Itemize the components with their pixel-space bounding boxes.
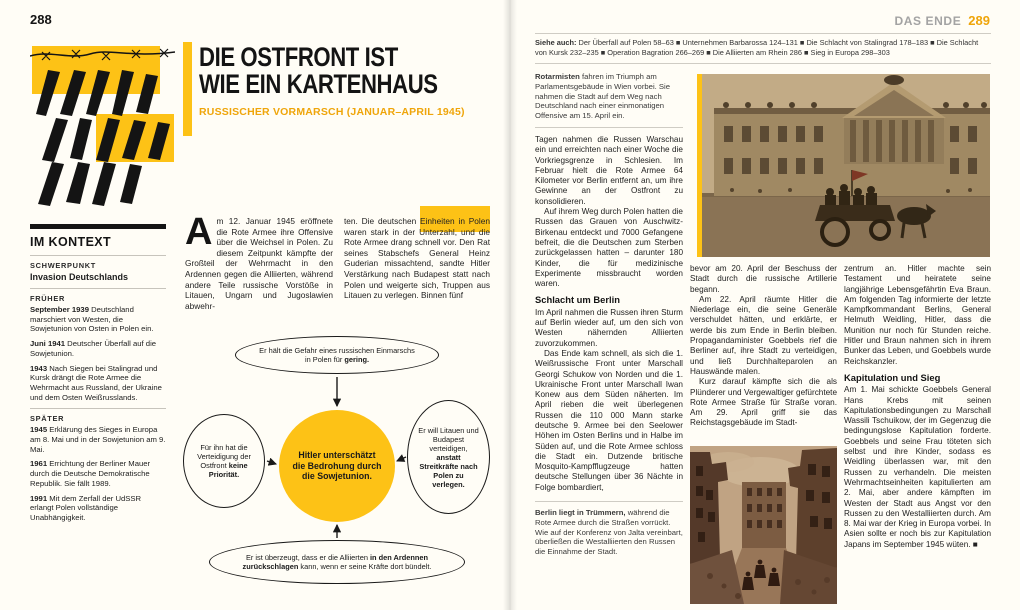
context-item: 1961 Errichtung der Berliner Mauer durch die Deutsche Demokratische Republik. Sie fällt 1989. xyxy=(30,459,151,488)
section-heading-schlacht-um-berlin: Schlacht um Berlin xyxy=(535,294,620,306)
body-paragraph: zentrum an. Hitler machte sein Testament und heiratete seine langjährige Lebensgefährtin Eva Braun. Am folgenden Tag informierte der letzte Kampfkommandant Berlins, General Helmuth Weidling, Hitler, dass die Munition nur noch für Stunden reiche. Hitler und Braun nahmen sich in ihrem Bunker das Leben, und Goebbels wurde Reichskanzler. xyxy=(844,264,991,366)
illustration-graphic xyxy=(30,40,175,210)
body-paragraph: Tagen nahmen die Russen Warschau ein und erreichten nach einer Woche die Vorkriegsgrenze in Schlesien. Im Februar hielt die Rote Armee 64 Kilometer vor Berlin entfernt an, um ihre Gewinne an der Ostfront zu konsolidieren. xyxy=(535,134,683,206)
context-item: 1943 Nach Siegen bei Stalingrad und Kursk drängt die Rote Armee die Wehrmacht aus Russland, der Ukraine und dem Osten Weißrusslands. xyxy=(30,363,162,402)
body-paragraph: Das Ende kam schnell, als sich die 1. Weißrussische Front unter Marschall Georgi Schukow von Norden und die 1. Ukrainische Front unter Marschall Iwan Konew aus dem Süden näherten. Im April rieben die weit überlegenen Russen die 110 000 Mann starke deutsche 9. Armee bei den Seelower Höhen im Osten Berlins und in Halbe im Süden auf, und die Rote Armee schloss die Stadt ein. Dutzende britische Mosquito-Kampfflugzeuge hatten deutsche Stellungen über 36 Nächte in Folge bombardiert, xyxy=(535,348,683,492)
context-later-label: SPÄTER xyxy=(30,414,65,424)
running-header xyxy=(894,12,990,30)
see-also-label: Siehe auch: xyxy=(535,38,577,47)
diagram-bubble-bottom: Er ist überzeugt, dass er die Alliierten in den Ardennen zurückschlagen kann, wenn er seine Kräfte dort bündelt. xyxy=(209,540,465,584)
section-heading-kapitulation-und-sieg: Kapitulation und Sieg xyxy=(844,371,941,383)
see-also-block xyxy=(535,33,991,64)
page-number-right: 289 xyxy=(968,13,990,28)
divider xyxy=(30,255,166,256)
hitler-mindmap-diagram xyxy=(183,336,490,586)
photo2-graphic xyxy=(690,446,837,604)
article-subtitle: RUSSISCHER VORMARSCH (JANUAR–APRIL 1945) xyxy=(199,106,465,118)
diagram-bubble-center: Hitler unterschätzt die Bedrohung durch die Sowjetunion. xyxy=(279,410,395,522)
context-item: 1945 Erklärung des Sieges in Europa am 8. Mai und in der Sowjetunion am 9. Mai. xyxy=(30,425,166,454)
context-focus-label: SCHWERPUNKT xyxy=(30,261,97,270)
context-item: 1991 Mit dem Zerfall der UdSSR erlangt Polen vollständige Unabhängigkeit. xyxy=(30,493,142,522)
body-paragraph: Am 22. April räumte Hitler die Niederlage ein, die seine Generäle verschuldet hätten, und erklärte, er werde bis zum Ende in Berlin bleiben. Propagandaminister Goebbels rief die Berliner auf, ihre Stadt zu verteidigen, und ließ Durchhalteparolen an Hauswände malen. xyxy=(690,294,837,376)
intro-text-1: m 12. Januar 1945 eröffnete die Rote Armee ihre Offensive über die Weichsel in Polen. Zu diesem Zeitpunkt kämpfte der Großteil der Wehrmacht in den Ardennen gegen die Alliierten, während andere Teile russische Vorstöße in Litauen, Ungarn und Jugoslawien abwehr- xyxy=(185,216,333,311)
article-title-line1: DIE OSTFRONT IST xyxy=(199,42,398,72)
photo-red-army-vienna-parliament xyxy=(697,74,990,257)
right-column-1 xyxy=(535,72,683,557)
title-accent-bar xyxy=(183,42,192,136)
context-item: September 1939 Deutschland marschiert von Westen, die Sowjetunion von Osten in Polen ein. xyxy=(30,305,154,334)
context-earlier-label: FRÜHER xyxy=(30,294,65,303)
house-of-cards-illustration xyxy=(30,40,175,210)
context-item: Juni 1941 Deutscher Überfall auf die Sowjetunion. xyxy=(30,339,157,358)
body-paragraph: bevor am 20. April der Beschuss der Stadt durch die russische Artillerie begann. xyxy=(690,264,837,294)
page-fold xyxy=(503,0,517,610)
body-paragraph: Im April nahmen die Russen ihren Sturm auf Berlin wieder auf, um den sich von Westen nähernden Alliierten zuvorzukommen. xyxy=(535,307,683,348)
body-paragraph: Auf ihrem Weg durch Polen hatten die Russen das Grauen von Auschwitz-Birkenau entdeckt und 7000 Gefangene befreit, die die Deutschen zum Sterben zurückgelassen hatten – darunter 180 Kinder, die für medizinische Experimente missbraucht worden waren. xyxy=(535,207,683,289)
diagram-bubble-right: Er will Litauen und Budapest verteidigen, anstatt Streitkräfte nach Polen zu verlegen. xyxy=(407,400,490,514)
right-column-2 xyxy=(690,264,837,429)
photo1-graphic xyxy=(702,74,990,257)
divider xyxy=(30,288,166,289)
drop-cap: A xyxy=(185,211,213,253)
right-column-3 xyxy=(844,264,991,550)
see-also-refs: Der Überfall auf Polen 58–63 ■ Unternehmen Barbarossa 124–131 ■ Die Schlacht von Stalingrad 178–183 ■ Die Schlacht von Kursk 232–235 ■ Operation Bagration 266–269 ■ Die Alliierten am Rhein 286 ■ Sieg in Europa 298–303 xyxy=(535,38,979,57)
intro-column-1 xyxy=(185,211,333,311)
context-top-rule xyxy=(30,224,166,229)
context-box xyxy=(30,224,166,528)
photo2-caption: Berlin liegt in Trümmern, während die Rote Armee durch die Straßen vorrückt. Wie auf der Konferenz von Jalta vereinbart, überließen die Westalliierten den Russen die Einnahme der Stadt. xyxy=(535,501,683,557)
body-paragraph: Kurz darauf kämpfte sich die als Plünderer und Vergewaltiger gefürchtete Rote Armee Straße für Straße voran. Am 29. April griff sie das Reichstagsgebäude im Stadt- xyxy=(690,377,837,428)
photo1-caption: Rotarmisten fahren im Triumph am Parlamentsgebäude in Wien vorbei. Sie nahmen die Stadt auf dem Weg nach Deutschland nach einer einmonatigen Offensive am 15. April ein. xyxy=(535,72,683,128)
intro-column-2: ten. Die deutschen Einheiten in Polen waren stark in der Unterzahl, und die Rote Armee drang schnell vor. Den Rat seines Stabschefs General Heinz Guderian missachtend, sandte Hitler Verstärkung nach Budapest statt nach Polen und weigerte sich, Truppen aus Litauen zu verlegen. Binnen fünf xyxy=(344,216,490,301)
diagram-bubble-top: Er hält die Gefahr eines russischen Einmarschs in Polen für gering. xyxy=(235,336,439,374)
diagram-bubble-left: Für ihn hat die Verteidigung der Ostfront keine Priorität. xyxy=(183,414,265,508)
context-focus-value: Invasion Deutschlands xyxy=(30,272,129,282)
divider xyxy=(30,408,166,409)
article-title-line2: WIE EIN KARTENHAUS xyxy=(199,69,438,99)
chapter-title: DAS ENDE xyxy=(894,14,962,28)
article-title-block xyxy=(199,44,490,118)
context-heading: IM KONTEXT xyxy=(30,235,112,249)
body-paragraph: Am 1. Mai schickte Goebbels General Hans Krebs mit seinen Kapitulationsbedingungen zu Marschall Wassili Tschuikow, der im Gegenzug die bedingungslose Kapitulation forderte. Goebbels und seine Frau töteten sich selbst und ihre Kinder, sodass es Weidling überlassen war, mit den Russen zu verhandeln. Die meisten Wehrmachtseinheiten kapitulierten am 2. Mai, aber andere kämpften im Westen der Stadt aus Angst vor den Russen zu den Westalliierten durch. Am 8. Mai war der Krieg in Europa vorbei. In Asien sollte er noch bis zur Kapitulation Japans im September 1945 wüten. ■ xyxy=(844,385,991,549)
page-number-left: 288 xyxy=(30,12,52,27)
photo-berlin-ruins xyxy=(690,446,837,604)
